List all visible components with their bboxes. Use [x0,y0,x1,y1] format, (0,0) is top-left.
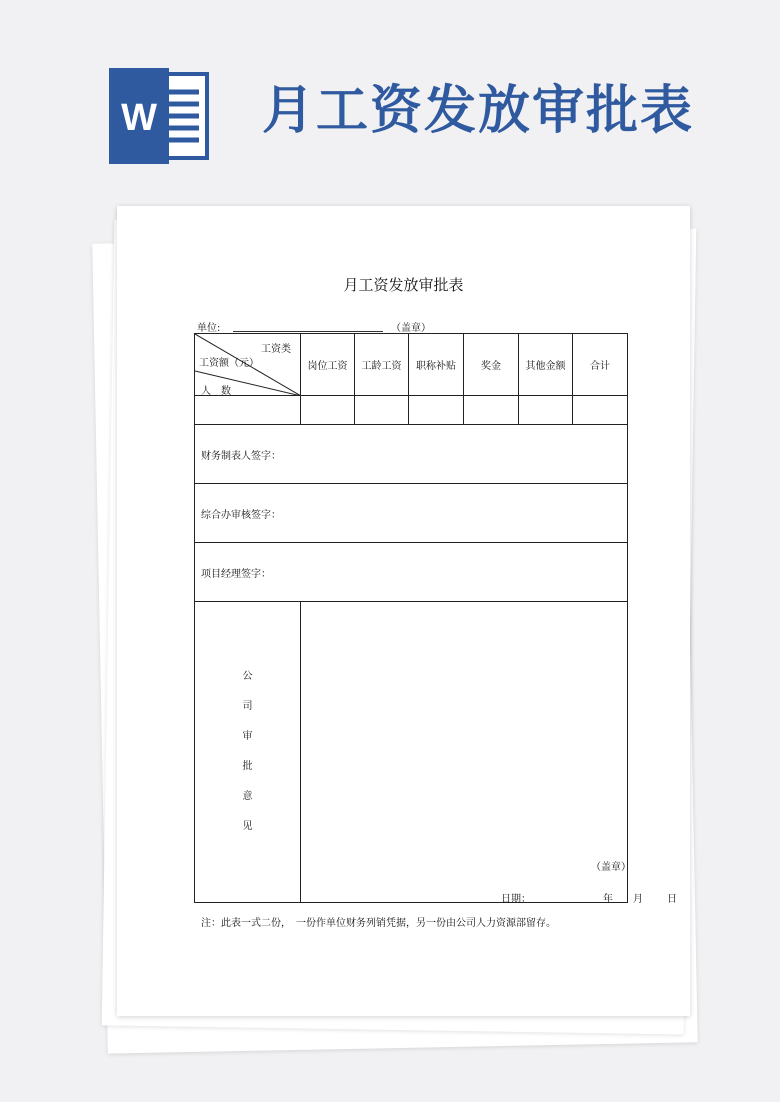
approval-label [240,662,256,842]
document-title: 月工资发放审批表 [343,276,464,294]
approval-label-cell [195,602,301,903]
finance-signature-field[interactable]: 财务制表人签字： [195,425,628,484]
unit-label: 单位: [197,323,221,334]
word-document-icon [107,68,211,164]
data-row [195,396,628,425]
manager-signature-field[interactable]: 项目经理签字： [195,543,628,602]
approval-date-month: 月 [633,894,643,905]
header-row [195,334,628,396]
approval-label-char: 审 [242,731,253,742]
footnote: 注：此表一式二份， 一份作单位财务列销凭据，另一份由公司人力资源部留存。 [201,918,556,929]
diag-bottom-left-label: 人 数 [201,386,231,397]
approval-date-day: 日 [667,894,677,905]
approval-label-char: 意 [242,791,253,802]
approval-label-char: 见 [242,821,253,832]
office-signature-row [195,484,628,543]
approval-label-char: 司 [242,701,253,712]
column-header: 奖金 [464,334,519,396]
data-cell[interactable] [573,396,628,425]
data-cell[interactable] [464,396,519,425]
diag-top-right-label: 工资类 [261,344,291,355]
column-header: 岗位工资 [301,334,355,396]
banner-title: 月工资发放审批表 [262,80,695,141]
data-cell[interactable] [409,396,464,425]
column-header: 工龄工资 [355,334,409,396]
approval-date-label: 日期： [501,894,531,905]
data-cell[interactable] [519,396,573,425]
diag-middle-left-label: 工资额（元） [199,358,259,369]
approval-row [195,602,628,903]
salary-form-table [194,333,677,905]
manager-signature-row [195,543,628,602]
unit-blank [233,331,383,332]
finance-signature-row [195,425,628,484]
approval-label-char: 批 [242,761,253,772]
approval-label-char: 公 [242,671,253,682]
approval-opinion-field[interactable] [301,602,677,905]
data-cell[interactable] [355,396,409,425]
approval-date-year: 年 [603,894,613,905]
column-header: 其他金额 [519,334,573,396]
document-page [117,206,690,1016]
data-cell[interactable] [301,396,355,425]
office-signature-field[interactable]: 综合办审核签字： [195,484,628,543]
column-header: 合计 [573,334,628,396]
banner [0,0,780,200]
word-icon-letter: W [121,97,157,139]
column-header: 职称补贴 [409,334,464,396]
approval-seal-label: （盖章） [591,862,631,873]
diagonal-header-cell [195,334,301,396]
data-cell[interactable] [195,396,301,425]
unit-seal-label: （盖章） [391,323,431,334]
